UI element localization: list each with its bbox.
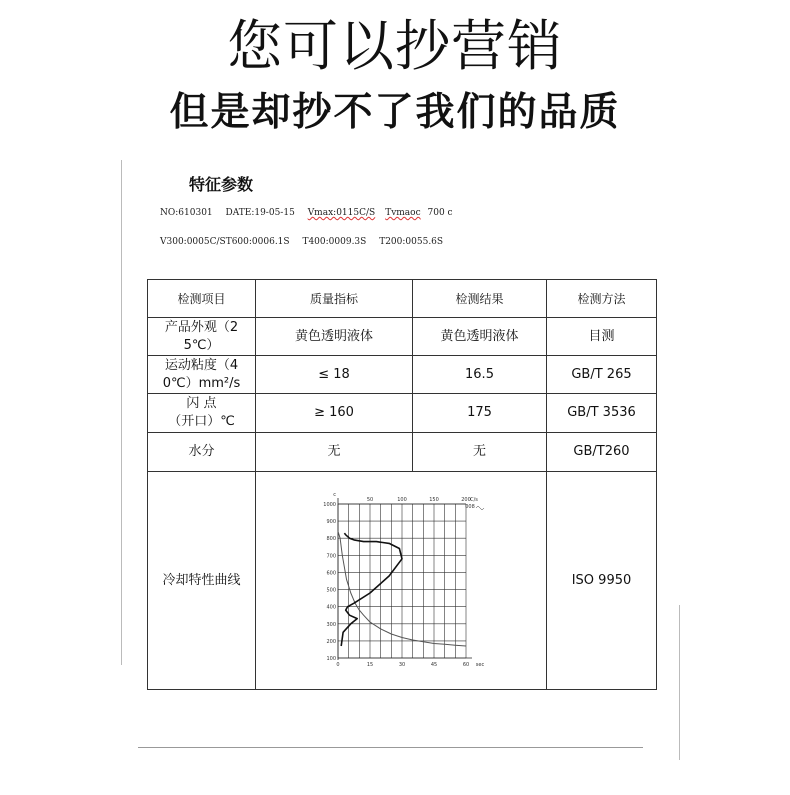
headline-secondary: 但是却抄不了我们的品质 xyxy=(169,90,621,135)
meta-line-2 xyxy=(160,237,453,247)
y-tick-label: 1000 xyxy=(323,501,336,508)
x-bottom-tick-label: 15 xyxy=(366,661,374,668)
header-cell: 质量指标 xyxy=(256,280,413,318)
table-cell xyxy=(148,318,256,356)
frame-line-bottom xyxy=(138,747,643,748)
x-top-tick-label: 100 xyxy=(397,496,407,503)
table-cell: 无 xyxy=(413,433,547,472)
table-cell: GB/T260 xyxy=(547,433,657,472)
table-cell: 黄色透明液体 xyxy=(256,318,413,356)
header-cell: 检测项目 xyxy=(148,280,256,318)
x-bottom-tick-label: 30 xyxy=(398,661,406,668)
y-tick-label: 900 xyxy=(326,518,336,525)
meta-item: DATE:19-05-15 xyxy=(225,208,295,218)
table-cell: 目测 xyxy=(547,318,657,356)
table-cell: GB/T 265 xyxy=(547,356,657,394)
table-cell: ≤ 18 xyxy=(256,356,413,394)
header-cell: 检测结果 xyxy=(413,280,547,318)
y-axis-unit: c xyxy=(333,491,336,498)
cooling-curve-chart xyxy=(306,486,496,676)
x-bottom-tick-label: 45 xyxy=(430,661,438,668)
x-bottom-tick-label: 0 xyxy=(336,661,340,668)
cell-text: （开口）℃ xyxy=(168,414,235,429)
table-header-row xyxy=(148,280,657,318)
table-cell: GB/T 3536 xyxy=(547,394,657,433)
table-row xyxy=(148,394,657,433)
table-cell: 无 xyxy=(256,433,413,472)
cell-text: 运动粘度（4 xyxy=(164,357,239,373)
meta-item: Vmax:0115C/S xyxy=(307,208,376,218)
table-row xyxy=(148,433,657,472)
meta-item: NO:610301 xyxy=(160,208,213,218)
section-title: 特征参数 xyxy=(189,175,254,194)
table-cell: 水分 xyxy=(148,433,256,472)
meta-item: Tvmaoc xyxy=(385,208,421,218)
x-top-tick-label: 50 xyxy=(366,496,374,503)
meta-line-1 xyxy=(160,208,463,218)
headline-primary: 您可以抄营销 xyxy=(226,14,563,78)
cell-text: 0℃）mm²/s xyxy=(162,375,241,391)
x-bottom-tick-label: 60 xyxy=(462,661,470,668)
table-cell: 黄色透明液体 xyxy=(413,318,547,356)
table-cell: ≥ 160 xyxy=(256,394,413,433)
meta-item: T400:0009.3S xyxy=(302,237,367,247)
y-tick-label: 800 xyxy=(326,535,336,542)
cell-text: 闪 点 xyxy=(186,396,217,411)
x-top-tick-label: 150 xyxy=(429,496,439,503)
y-tick-label: 100 xyxy=(326,655,336,662)
y-tick-label: 400 xyxy=(326,604,336,611)
frame-line-left xyxy=(121,160,122,665)
cooling-curve-svg xyxy=(306,486,496,676)
meta-item: 700 c xyxy=(427,208,453,218)
y-tick-label: 300 xyxy=(326,621,336,628)
table-cell xyxy=(148,394,256,433)
table-cell: 175 xyxy=(413,394,547,433)
spec-table xyxy=(147,279,657,690)
x-top-extra-label: 008 xyxy=(465,503,475,510)
table-row xyxy=(148,318,657,356)
wave-symbol xyxy=(476,506,484,509)
cell-text: 产品外观（2 xyxy=(164,319,239,335)
chart-cell xyxy=(256,472,547,690)
meta-item: V300:0005C/ST600:0006.1S xyxy=(160,237,290,247)
y-tick-label: 200 xyxy=(326,638,336,645)
y-tick-label: 500 xyxy=(326,587,336,594)
table-cell: ISO 9950 xyxy=(547,472,657,690)
y-tick-label: 700 xyxy=(326,552,336,559)
x-bottom-unit: sec xyxy=(475,661,485,668)
y-tick-label: 600 xyxy=(326,569,336,576)
table-row xyxy=(148,356,657,394)
table-cell: 冷却特性曲线 xyxy=(148,472,256,690)
table-cell xyxy=(148,356,256,394)
meta-item: T200:0055.6S xyxy=(379,237,444,247)
cell-text: 5℃） xyxy=(183,337,220,353)
x-top-tick-label: 200 xyxy=(461,496,471,503)
x-top-unit: C/s xyxy=(470,496,478,503)
table-row xyxy=(148,472,657,690)
header-cell: 检测方法 xyxy=(547,280,657,318)
table-cell: 16.5 xyxy=(413,356,547,394)
frame-line-right xyxy=(679,605,680,760)
